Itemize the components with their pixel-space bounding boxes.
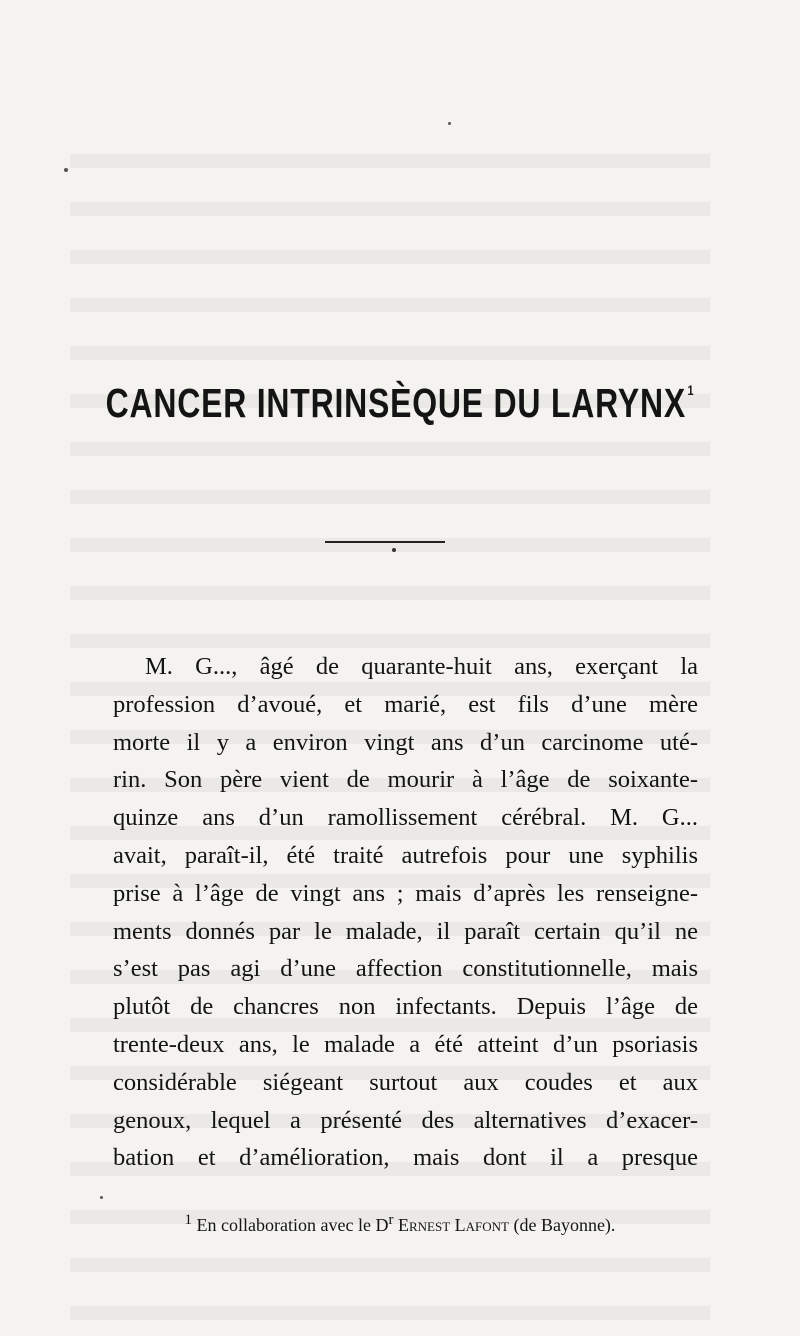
body-line: profession d’avoué, et marié, est fils d’une mère <box>113 690 698 718</box>
paper-speck <box>64 168 68 172</box>
body-line: ments donnés par le malade, il paraît certain qu’il ne <box>113 917 698 945</box>
body-line: genoux, lequel a présenté des alternatives d’exacer- <box>113 1106 698 1134</box>
footnote-author-name: Ernest Lafont <box>397 1215 509 1235</box>
paper-speck <box>448 122 451 125</box>
body-line: s’est pas agi d’une affection constitutionnelle, mais <box>113 955 698 983</box>
body-line: prise à l’âge de vingt ans ; mais d’après les renseigne- <box>113 879 698 907</box>
body-line: considérable siégeant surtout aux coudes et aux <box>113 1068 698 1096</box>
footnote-text-before: En collaboration avec le D <box>196 1215 389 1235</box>
divider-dot <box>392 548 396 552</box>
footnote-dr-superscript: r <box>388 1212 394 1228</box>
title-divider <box>325 541 445 543</box>
page-title-text: CANCER INTRINSÈQUE DU LARYNX <box>105 380 686 426</box>
footnote <box>0 1212 800 1236</box>
page-title <box>88 380 712 427</box>
body-line: trente-deux ans, le malade a été atteint d’un psoriasis <box>113 1030 698 1058</box>
body-line: morte il y a environ vingt ans d’un carcinome uté- <box>113 728 698 756</box>
body-text <box>113 648 698 1177</box>
body-line: quinze ans d’un ramollissement cérébral. M. G... <box>113 804 698 832</box>
body-line: M. G..., âgé de quarante-huit ans, exerçant la <box>145 653 698 680</box>
body-line: rin. Son père vient de mourir à l’âge de soixante- <box>113 766 698 794</box>
paper-speck <box>100 1196 103 1199</box>
title-footnote-mark: 1 <box>687 382 695 398</box>
body-line: plutôt de chancres non infectants. Depuis l’âge de <box>113 993 698 1021</box>
footnote-mark: 1 <box>184 1212 193 1228</box>
footnote-text-after: (de Bayonne). <box>513 1215 616 1235</box>
body-line: bation et d’amélioration, mais dont il a presque <box>113 1144 698 1172</box>
body-line: avait, paraît-il, été traité autrefois pour une syphilis <box>113 841 698 869</box>
